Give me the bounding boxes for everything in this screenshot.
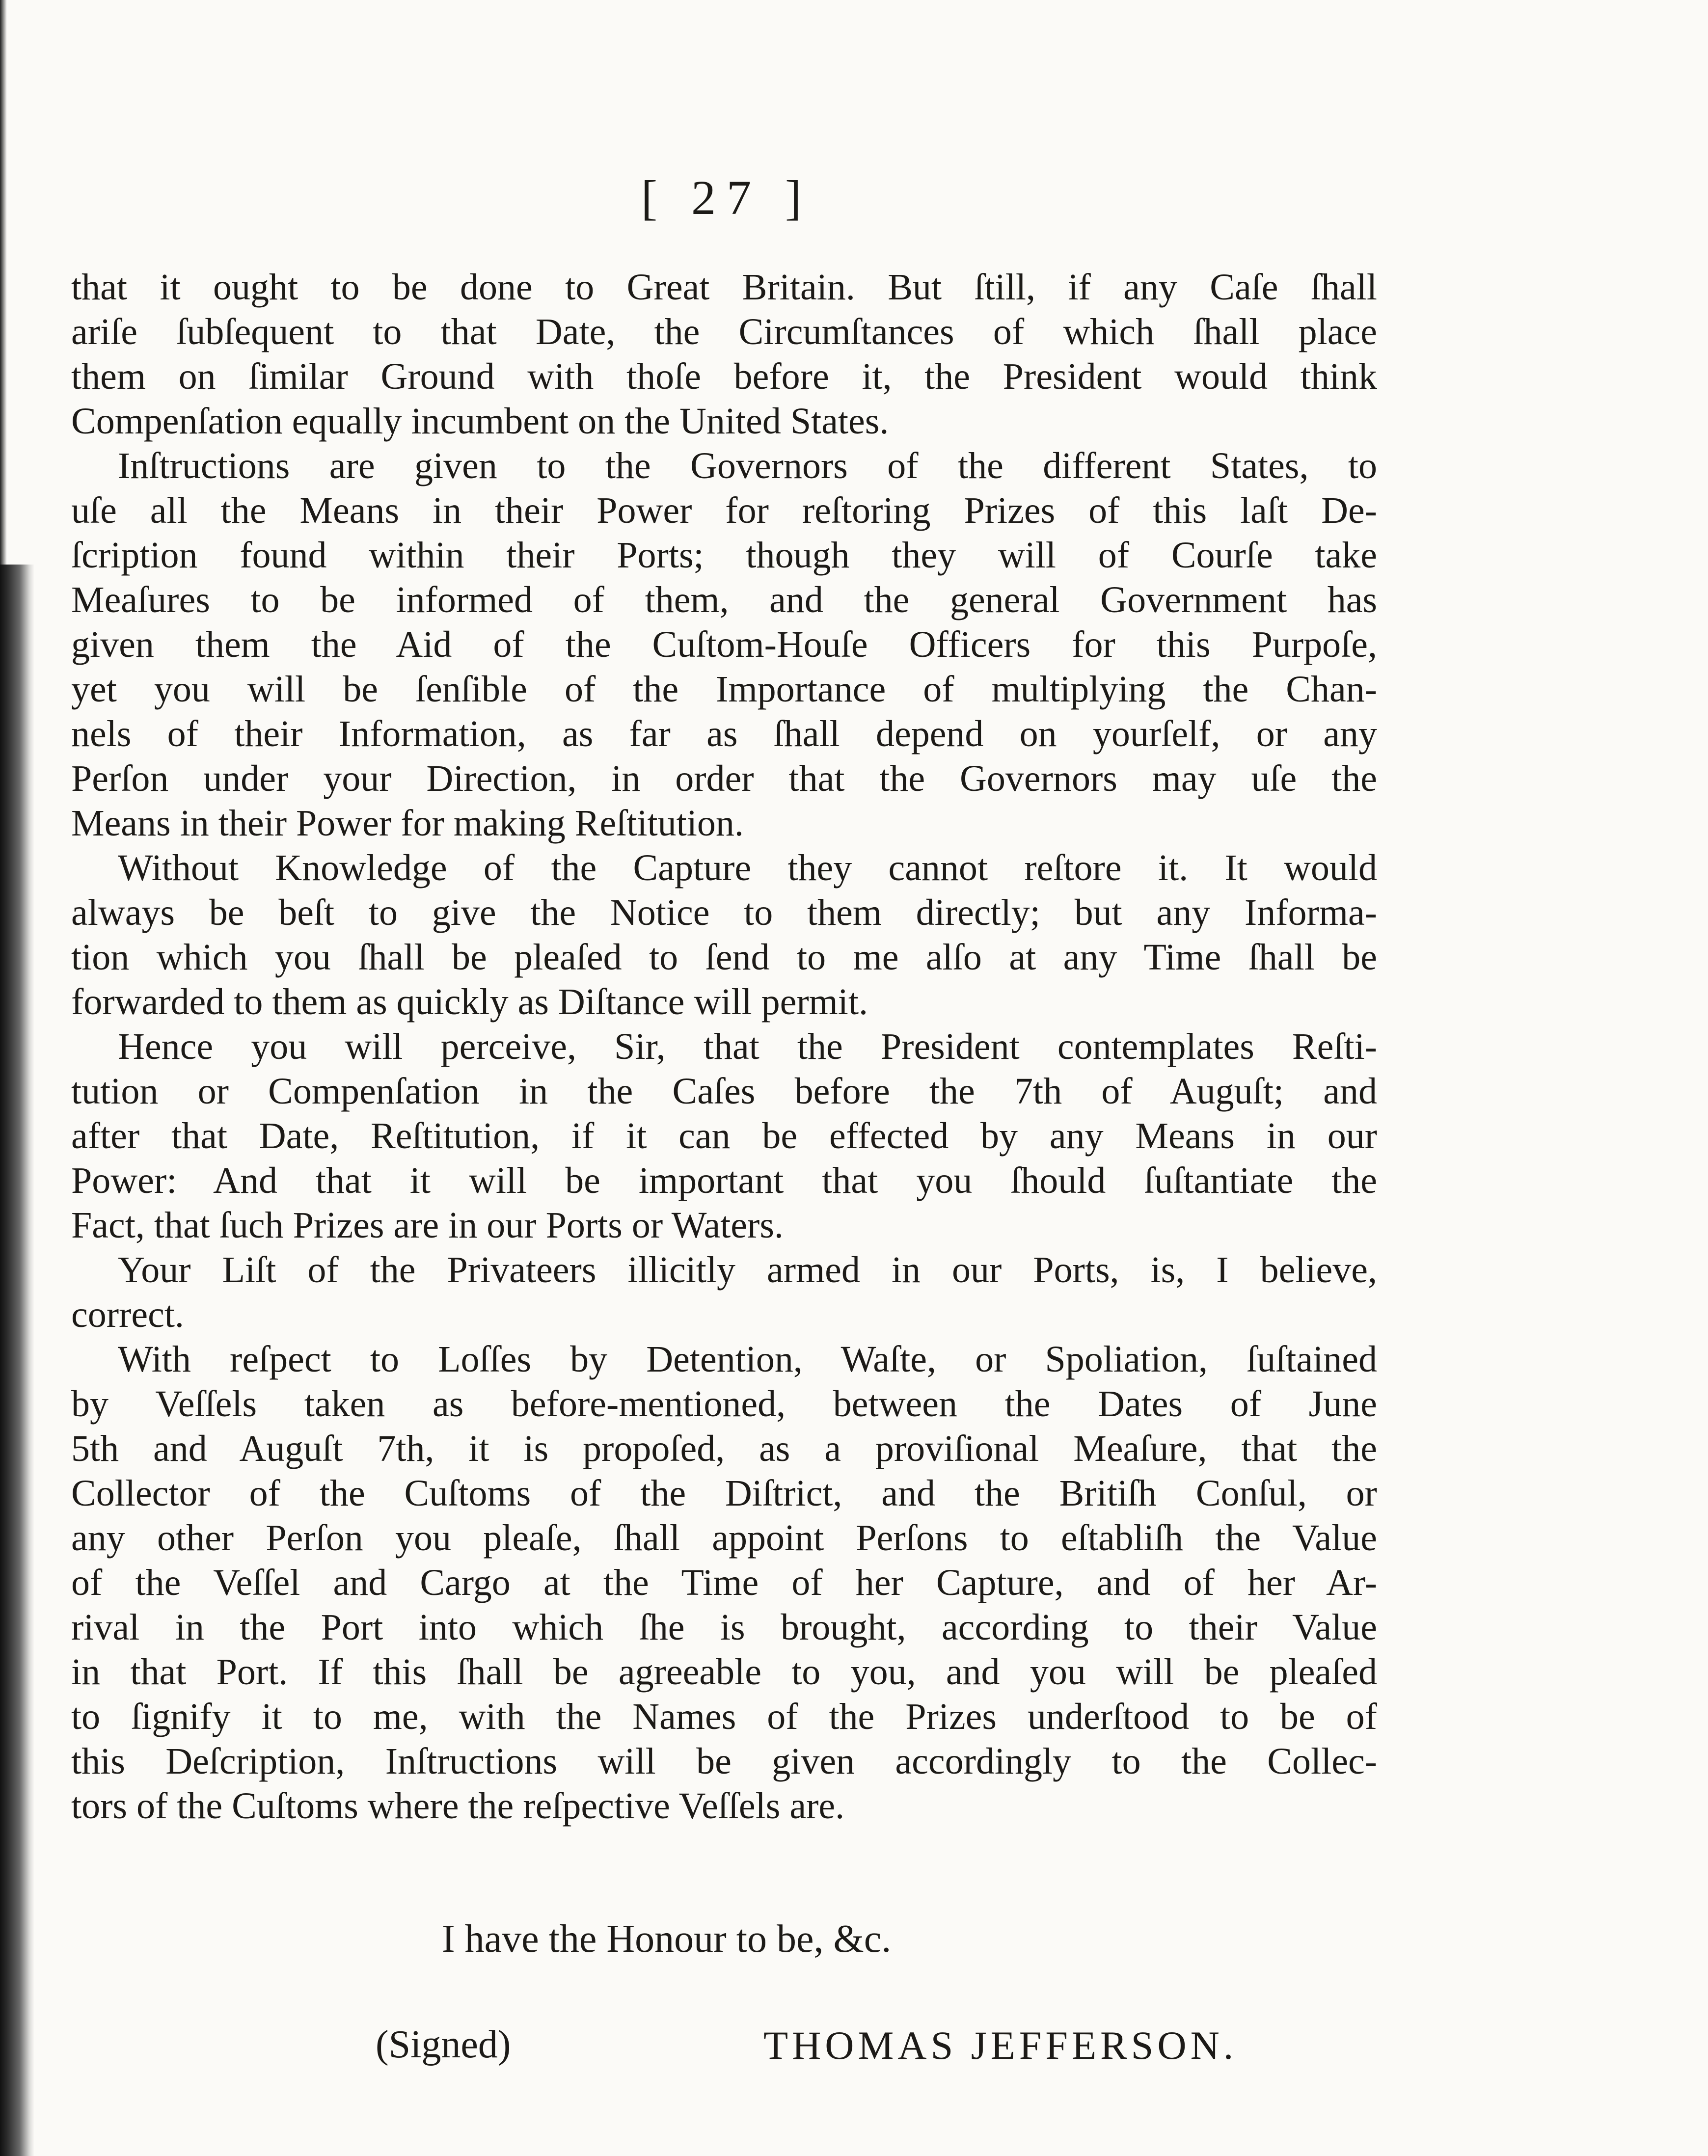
text-line: tution or Compenſation in the Caſes before the 7th of Auguſt; and xyxy=(71,1071,1377,1112)
text-line: With reſpect to Loſſes by Detention, Waſte, or Spoliation, ſuſtained xyxy=(118,1339,1377,1380)
paragraph xyxy=(71,1024,1377,1248)
text-line: correct. xyxy=(71,1294,184,1335)
text-line: uſe all the Means in their Power for reſtoring Prizes of this laſt De- xyxy=(71,490,1377,531)
text-line: Compenſation equally incumbent on the United States. xyxy=(71,401,889,442)
text-line: tion which you ſhall be pleaſed to ſend to me alſo at any Time ſhall be xyxy=(71,937,1377,978)
page-gutter-shadow xyxy=(0,565,34,2156)
text-line: Hence you will perceive, Sir, that the President contemplates Reſti- xyxy=(118,1026,1377,1067)
text-line: nels of their Information, as far as ſhall depend on yourſelf, or any xyxy=(71,713,1377,755)
text-line: ariſe ſubſequent to that Date, the Circumſtances of which ſhall place xyxy=(71,311,1377,352)
text-line: Perſon under your Direction, in order that the Governors may uſe the xyxy=(71,758,1377,799)
paragraph xyxy=(71,265,1377,444)
paragraph xyxy=(71,1337,1377,1829)
closing-line: I have the Honour to be, &c. xyxy=(442,1917,892,1961)
text-line: Inſtructions are given to the Governors of the different States, to xyxy=(118,445,1377,486)
page-gutter-shadow-top xyxy=(0,0,7,565)
text-line: Your Liſt of the Privateers illicitly armed in our Ports, is, I believe, xyxy=(118,1249,1377,1291)
signed-label: (Signed) xyxy=(376,2023,511,2066)
text-line: after that Date, Reſtitution, if it can be effected by any Means in our xyxy=(71,1115,1377,1157)
text-line: in that Port. If this ſhall be agreeable to you, and you will be pleaſed xyxy=(71,1651,1377,1693)
letter-body xyxy=(71,265,1377,1829)
text-line: ſcription found within their Ports; though they will of Courſe take xyxy=(71,535,1377,576)
paragraph xyxy=(71,444,1377,846)
text-line: tors of the Cuſtoms where the reſpective Veſſels are. xyxy=(71,1785,845,1827)
text-line: by Veſſels taken as before-mentioned, between the Dates of June xyxy=(71,1383,1377,1425)
signature: THOMAS JEFFERSON. xyxy=(763,2023,1238,2068)
text-line: that it ought to be done to Great Britain. But ſtill, if any Caſe ſhall xyxy=(71,267,1377,308)
text-line: forwarded to them as quickly as Diſtance will permit. xyxy=(71,981,868,1023)
text-line: given them the Aid of the Cuſtom-Houſe Officers for this Purpoſe, xyxy=(71,624,1377,665)
text-line: them on ſimilar Ground with thoſe before it, the President would think xyxy=(71,356,1377,397)
text-line: Fact, that ſuch Prizes are in our Ports or Waters. xyxy=(71,1205,784,1246)
text-line: 5th and Auguſt 7th, it is propoſed, as a proviſional Meaſure, that the xyxy=(71,1428,1377,1469)
text-line: of the Veſſel and Cargo at the Time of her Capture, and of her Ar- xyxy=(71,1562,1377,1603)
text-line: yet you will be ſenſible of the Importance of multiplying the Chan- xyxy=(71,669,1377,710)
text-line: always be beſt to give the Notice to them directly; but any Informa- xyxy=(71,892,1377,933)
text-line: Meaſures to be informed of them, and the general Government has xyxy=(71,579,1377,620)
text-line: Without Knowledge of the Capture they cannot reſtore it. It would xyxy=(118,847,1377,889)
text-line: to ſignify it to me, with the Names of the Prizes underſtood to be of xyxy=(71,1696,1377,1737)
text-line: this Deſcription, Inſtructions will be given accordingly to the Collec- xyxy=(71,1741,1377,1782)
text-line: Power: And that it will be important that you ſhould ſuſtantiate the xyxy=(71,1160,1377,1201)
text-line: Means in their Power for making Reſtitution. xyxy=(71,803,744,844)
page-number: [ 27 ] xyxy=(641,170,813,225)
text-line: Collector of the Cuſtoms of the Diſtrict, and the Britiſh Conſul, or xyxy=(71,1473,1377,1514)
paragraph xyxy=(71,1248,1377,1337)
text-line: rival in the Port into which ſhe is brought, according to their Value xyxy=(71,1607,1377,1648)
paragraph xyxy=(71,846,1377,1024)
text-line: any other Perſon you pleaſe, ſhall appoint Perſons to eſtabliſh the Value xyxy=(71,1517,1377,1559)
